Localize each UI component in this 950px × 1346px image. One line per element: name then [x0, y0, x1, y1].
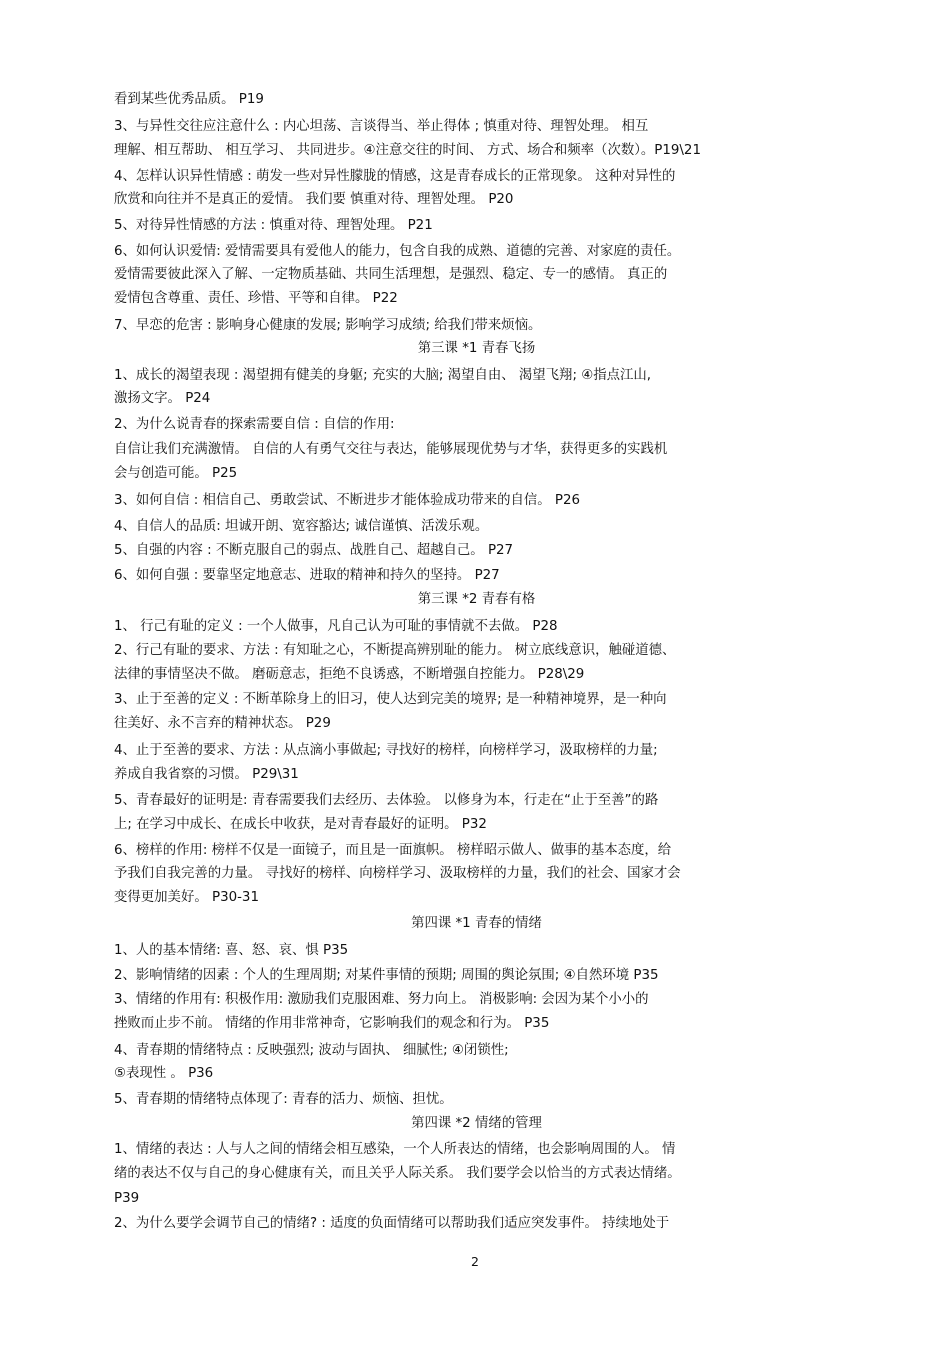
text-line: 养成自我省察的习惯。 P29\31	[114, 767, 299, 782]
text-line: 2、行己有耻的要求、方法 : 有知耻之心，不断提高辨别耻的能力。 树立底线意识，触碰道德、	[114, 643, 676, 658]
text-line: 1、人的基本情绪: 喜、怒、哀、惧 P35	[114, 943, 349, 958]
text-line: 欣赏和向往并不是真正的爱情。 我们要 慎重对待、理智处理。 P20	[114, 192, 514, 207]
text-line: 5、自强的内容 : 不断克服自己的弱点、战胜自己、超越自己。 P27	[114, 543, 514, 558]
text-line: 6、榜样的作用: 榜样不仅是一面镜子，而且是一面旗帜。 榜样昭示做人、做事的基本态度，给	[114, 843, 672, 858]
text-line: 理解、相互帮助、 相互学习、 共同进步。④注意交往的时间、 方式、场合和频率（次数）。P19\21	[114, 143, 701, 158]
text-line: 3、如何自信 : 相信自己、勇敢尝试、不断进步才能体验成功带来的自信。 P26	[114, 493, 581, 508]
section-heading: 第三课 *2 青春有格	[417, 592, 536, 607]
text-line: 1、成长的渴望表现 : 渴望拥有健美的身躯; 充实的大脑; 渴望自由、 渴望飞翔; ④指点江山,	[114, 368, 652, 383]
text-line: P39	[114, 1191, 140, 1206]
text-line: ⑤表现性 。 P36	[114, 1066, 214, 1081]
text-line: 4、自信人的品质: 坦诚开朗、宽容豁达; 诚信谨慎、活泼乐观。	[114, 519, 489, 534]
text-line: 变得更加美好。 P30-31	[114, 890, 259, 905]
text-line: 6、如何自强 : 要靠坚定地意志、进取的精神和持久的坚持。 P27	[114, 568, 500, 583]
text-line: 5、青春期的情绪特点体现了: 青春的活力、烦恼、担忧。	[114, 1092, 453, 1107]
text-line: 看到某些优秀品质。 P19	[114, 92, 264, 107]
text-line: 挫败而止步不前。 情绪的作用非常神奇，它影响我们的观念和行为。 P35	[114, 1016, 550, 1031]
section-heading: 第三课 *1 青春飞扬	[417, 341, 536, 356]
text-line: 1、 行己有耻的定义 : 一个人做事，凡自己认为可耻的事情就不去做。 P28	[114, 619, 558, 634]
section-heading: 第四课 *2 情绪的管理	[411, 1116, 542, 1131]
text-line: 激扬文字。 P24	[114, 391, 211, 406]
text-line: 3、止于至善的定义 : 不断革除身上的旧习，使人达到完美的境界; 是一种精神境界，是一种向	[114, 692, 667, 707]
text-line: 2、为什么说青春的探索需要自信 : 自信的作用:	[114, 417, 395, 432]
text-line: 6、如何认识爱情: 爱情需要具有爱他人的能力，包含自我的成熟、道德的完善、对家庭的责任。	[114, 244, 681, 259]
text-line: 爱情包含尊重、责任、珍惜、平等和自律。 P22	[114, 291, 398, 306]
text-line: 4、止于至善的要求、方法 : 从点滴小事做起; 寻找好的榜样，向榜样学习，汲取榜样的力量;	[114, 743, 658, 758]
text-line: 爱情需要彼此深入了解、一定物质基础、共同生活理想，是强烈、稳定、专一的感情。 真正的	[114, 267, 668, 282]
text-line: 予我们自我完善的力量。 寻找好的榜样、向榜样学习、汲取榜样的力量，我们的社会、国家才会	[114, 866, 681, 881]
text-line: 3、情绪的作用有: 积极作用: 激励我们克服困难、努力向上。 消极影响: 会因为某个小小的	[114, 992, 649, 1007]
text-line: 往美好、永不言弃的精神状态。 P29	[114, 716, 331, 731]
text-line: 4、怎样认识异性情感 : 萌发一些对异性朦胧的情感，这是青春成长的正常现象。 这种对异性的	[114, 169, 676, 184]
text-line: 2、影响情绪的因素 : 个人的生理周期; 对某件事情的预期; 周围的舆论氛围; ④自然环境 P35	[114, 968, 659, 983]
text-line: 绪的表达不仅与自己的身心健康有关，而且关乎人际关系。 我们要学会以恰当的方式表达情绪。	[114, 1166, 681, 1181]
text-line: 5、对待异性情感的方法 : 慎重对待、理智处理。 P21	[114, 218, 433, 233]
section-heading: 第四课 *1 青春的情绪	[411, 916, 542, 931]
text-line: 上; 在学习中成长、在成长中收获，是对青春最好的证明。 P32	[114, 817, 487, 832]
text-line: 3、与异性交往应注意什么 : 内心坦荡、言谈得当、举止得体 ; 慎重对待、理智处理。 相互	[114, 119, 649, 134]
text-line: 5、青春最好的证明是: 青春需要我们去经历、去体验。 以修身为本，行走在“止于至善”的路	[114, 793, 659, 808]
page-number: 2	[471, 1254, 479, 1269]
text-line: 2、为什么要学会调节自己的情绪? : 适度的负面情绪可以帮助我们适应突发事件。 持续地处于	[114, 1216, 670, 1231]
text-line: 4、青春期的情绪特点 : 反映强烈; 波动与固执、 细腻性; ④闭锁性;	[114, 1043, 509, 1058]
text-line: 1、情绪的表达 : 人与人之间的情绪会相互感染，一个人所表达的情绪，也会影响周围的人。 情	[114, 1142, 676, 1157]
text-line: 会与创造可能。 P25	[114, 466, 238, 481]
text-line: 7、早恋的危害 : 影响身心健康的发展; 影响学习成绩; 给我们带来烦恼。	[114, 318, 542, 333]
text-line: 法律的事情坚决不做。 磨砺意志，拒绝不良诱惑，不断增强自控能力。 P28\29	[114, 667, 585, 682]
text-line: 自信让我们充满激情。 自信的人有勇气交往与表达，能够展现优势与才华，获得更多的实践机	[114, 442, 668, 457]
